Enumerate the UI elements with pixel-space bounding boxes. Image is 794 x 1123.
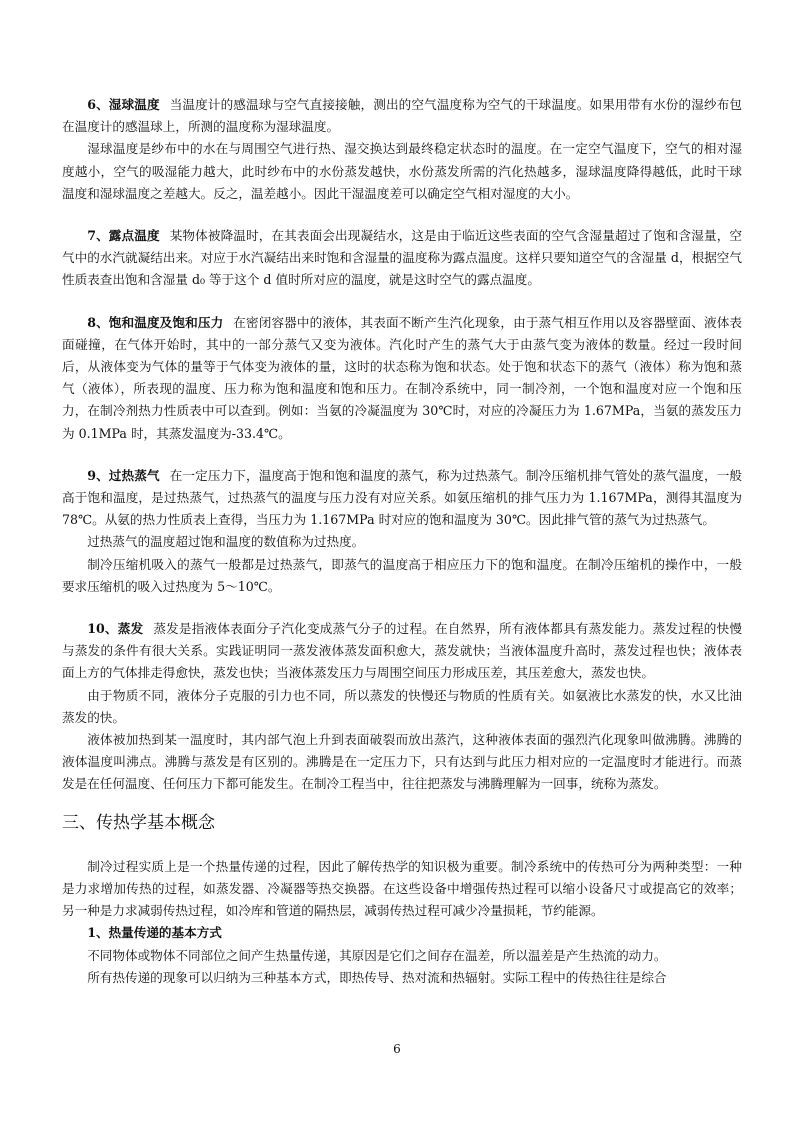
paragraph-compressor-suction: 制冷压缩机吸入的蒸气一般都是过热蒸气，即蒸气的温度高于相应压力下的饱和温度。在制冷压缩机的操作中，一般要求压缩机的吸入过热度为 5～10℃。 — [62, 556, 742, 594]
paragraph-dew-point — [62, 225, 742, 292]
saturation-definition: 在密闭容器中的液体，其表面不断产生汽化现象，由于蒸气相互作用以及容器壁面、液体表面碰撞，在气体开始时，其中的一部分蒸气又变为液体。汽化时产生的蒸气大于由蒸气变为液体的数量。经过一段时间后，从液体变为气体的量等于气体变为液体的量，这时的状态称为饱和状态。处于饱和状态下的蒸气（液体）称为饱和蒸气（液体），所表现的温度、压力称为饱和温度和饱和压力。在制冷系统中，同一制冷剂，一个饱和温度对应一个饱和压力，在制冷剂热力性质表中可以查到。例如：当氨的冷凝温度为 30℃时，对应的冷凝压力为 1.67MPa，当氨的蒸发压力为 0.1MPa 时，其蒸发温度为-33.4℃。 — [62, 314, 743, 441]
paragraph-evaporation-substance: 由于物质不同，液体分子克服的引力也不同，所以蒸发的快慢还与物质的性质有关。如氨液比水蒸发的快，水又比油蒸发的快。 — [62, 687, 742, 725]
paragraph-three-modes: 所有热传递的现象可以归纳为三种基本方式，即热传导、热对流和热辐射。实际工程中的传热往往是综合 — [87, 969, 667, 985]
superheated-vapor-definition: 在一定压力下，温度高于饱和饱和温度的蒸气，称为过热蒸气。制冷压缩机排气管处的蒸气温度，一般高于饱和温度，是过热蒸气，过热蒸气的温度与压力没有对应关系。如氨压缩机的排气压力为 1.167MPa，测得其温度为 78℃。从氨的热力性质表上查得，当压力为 1.167MPa 时对应的饱和温度为 30℃。因此排气管的蒸气为过热蒸气。 — [62, 467, 743, 528]
term-wet-bulb-temperature: 6、湿球温度 — [87, 97, 160, 112]
paragraph-wet-bulb-detail: 湿球温度是纱布中的水在与周围空气进行热、湿交换达到最终稳定状态时的温度。在一定空气温度下，空气的相对湿度越小，空气的吸湿能力越大，此时纱布中的水份蒸发越快，水份蒸发所需的汽化热越多，湿球温度降得越低，此时干球温度和湿球温度之差越大。反之，温差越小。因此干湿温度差可以确定空气相对湿度的大小。 — [62, 141, 742, 201]
paragraph-saturation — [62, 312, 742, 445]
term-saturation-temperature-pressure: 8、饱和温度及饱和压力 — [87, 314, 224, 330]
paragraph-wet-bulb-intro — [62, 94, 742, 138]
section-heading-heat-transfer: 三、传热学基本概念 — [62, 812, 215, 833]
term-superheated-vapor: 9、过热蒸气 — [87, 467, 160, 483]
paragraph-evaporation — [62, 618, 742, 685]
term-evaporation: 10、蒸发 — [87, 621, 144, 637]
paragraph-heat-transfer-intro: 制冷过程实质上是一个热量传递的过程，因此了解传热学的知识极为重要。制冷系统中的传热可分为两种类型：一种是力求增加传热的过程，如蒸发器、冷凝器等热交换器。在这些设备中增强传热过程可以缩小设备尺寸或提高它的效率；另一种是力求减弱传热过程，如冷库和管道的隔热层，减弱传热过程可减少冷量损耗，节约能源。 — [62, 858, 742, 919]
page-number: 6 — [393, 1042, 401, 1056]
subheading-heat-transfer-modes: 1、热量传递的基本方式 — [87, 925, 222, 941]
page-body — [62, 94, 742, 989]
wet-bulb-definition: 当温度计的感温球与空气直接接触，测出的空气温度称为空气的干球温度。如果用带有水份的湿纱布包在温度计的感温球上，所测的温度称为湿球温度。 — [62, 97, 743, 135]
evaporation-definition: 蒸发是指液体表面分子汽化变成蒸气分子的过程。在自然界，所有液体都具有蒸发能力。蒸发过程的快慢与蒸发的条件有很大关系。实践证明同一蒸发液体蒸发面积愈大，蒸发就快；当液体温度升高时，蒸发过程也快；液体表面上方的气体排走得愈快，蒸发也快；当液体蒸发压力与周围空间压力形成压差，其压差愈大，蒸发也快。 — [62, 621, 742, 681]
term-dew-point-temperature: 7、露点温度 — [87, 228, 160, 244]
paragraph-superheated-vapor — [62, 465, 742, 532]
paragraph-temperature-difference: 不同物体或物体不同部位之间产生热量传递，其原因是它们之间存在温差，所以温差是产生热流的动力。 — [87, 947, 667, 963]
dew-point-definition: 某物体被降温时，在其表面会出现凝结水，这是由于临近这些表面的空气含湿量超过了饱和含湿量，空气中的水汽就凝结出来。对应于水汽凝结出来时饱和含湿量的温度称为露点温度。这样只要知道空气的含湿量 d，根据空气性质表查出饱和含湿量 d₀ 等于这个 d 值时所对应的温度，就是这时空气的露点温度。 — [62, 228, 743, 288]
paragraph-boiling: 液体被加热到某一温度时，其内部气泡上升到表面破裂而放出蒸汽，这种液体表面的强烈汽化现象叫做沸腾。沸腾的液体温度叫沸点。沸腾与蒸发是有区别的。沸腾是在一定压力下，只有达到与此压力相对应的一定温度时才能进行。而蒸发是在任何温度、任何压力下都可能发生。在制冷工程当中，往往把蒸发与沸腾理解为一回事，统称为蒸发。 — [62, 732, 742, 792]
paragraph-superheat-degree: 过热蒸气的温度超过饱和温度的数值称为过热度。 — [87, 534, 365, 550]
